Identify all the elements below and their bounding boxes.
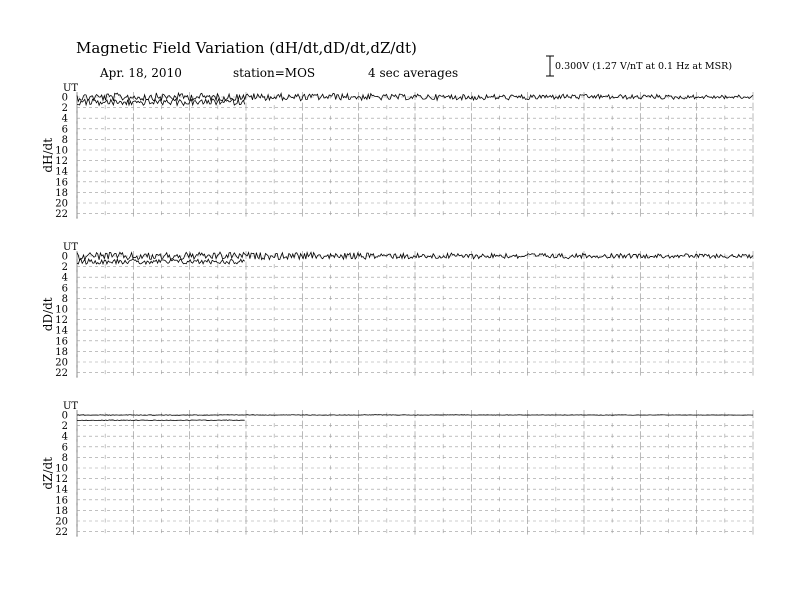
date-label: Apr. 18, 2010 — [100, 66, 182, 80]
row-label: 22 — [55, 368, 68, 380]
row-label: 8 — [61, 293, 68, 305]
row-label: 4 — [61, 113, 68, 125]
row-label: 2 — [61, 421, 68, 433]
row-label: 16 — [55, 495, 68, 507]
row-label: 0 — [61, 251, 68, 263]
chart-title: Magnetic Field Variation (dH/dt,dD/dt,dZ/dt) — [76, 39, 417, 57]
row-label: 22 — [55, 209, 68, 221]
row-label: 10 — [55, 463, 68, 475]
row-label: 22 — [55, 527, 68, 539]
averaging-label: 4 sec averages — [368, 66, 459, 80]
row-label: 14 — [55, 325, 68, 337]
row-label: 20 — [55, 198, 68, 210]
row-label: 16 — [55, 336, 68, 348]
panel-ylabel: dZ/dt — [41, 457, 55, 490]
ut-label: UT — [63, 242, 79, 253]
row-label: 4 — [61, 431, 68, 443]
panel-2 — [41, 401, 753, 538]
panel-ylabel: dD/dt — [41, 297, 55, 332]
row-label: 14 — [55, 484, 68, 496]
row-label: 8 — [61, 134, 68, 146]
row-label: 18 — [55, 346, 68, 358]
row-label: 6 — [61, 442, 68, 454]
row-label: 10 — [55, 145, 68, 157]
ut-label: UT — [63, 83, 79, 94]
row-label: 8 — [61, 452, 68, 464]
row-label: 18 — [55, 505, 68, 517]
row-label: 16 — [55, 177, 68, 189]
row-label: 12 — [55, 474, 68, 486]
ut-label: UT — [63, 401, 79, 412]
row-label: 20 — [55, 516, 68, 528]
row-label: 4 — [61, 272, 68, 284]
station-label: station=MOS — [233, 66, 316, 80]
row-label: 0 — [61, 410, 68, 422]
trace-line-1 — [77, 420, 245, 421]
row-label: 0 — [61, 92, 68, 104]
row-label: 6 — [61, 283, 68, 295]
row-label: 10 — [55, 304, 68, 316]
scale-bar — [546, 56, 732, 76]
row-label: 12 — [55, 156, 68, 168]
panel-1 — [41, 242, 753, 379]
row-label: 18 — [55, 187, 68, 199]
panels — [41, 83, 753, 538]
row-label: 14 — [55, 166, 68, 178]
row-label: 2 — [61, 262, 68, 274]
panel-0 — [41, 83, 753, 220]
scale-bar-label: 0.300V (1.27 V/nT at 0.1 Hz at MSR) — [555, 61, 733, 72]
row-label: 20 — [55, 357, 68, 369]
panel-ylabel: dH/dt — [41, 137, 55, 173]
row-label: 2 — [61, 103, 68, 115]
trace-line-1 — [77, 259, 245, 264]
row-label: 12 — [55, 315, 68, 327]
trace-line-1 — [77, 99, 245, 105]
row-label: 6 — [61, 124, 68, 136]
